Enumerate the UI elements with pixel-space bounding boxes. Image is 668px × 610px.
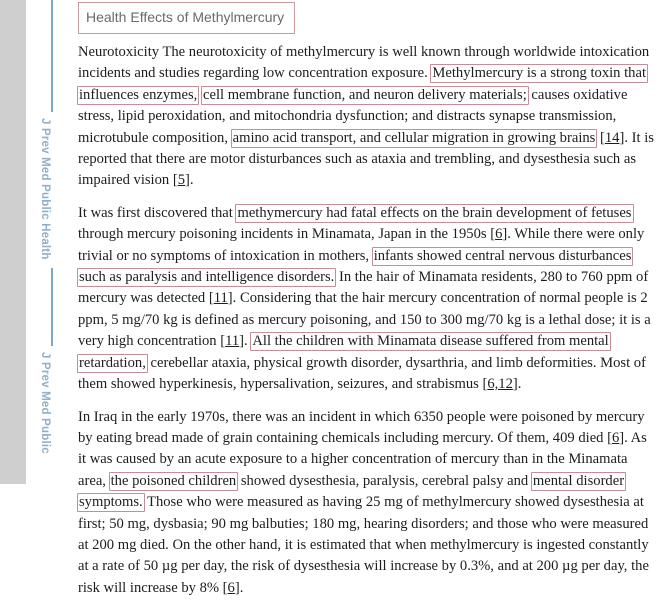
citation-reference[interactable]: 11 [225,333,240,350]
citation-reference[interactable]: 14 [604,129,620,146]
paragraph-1: Neurotoxicity The neurotoxicity of methylmercury is well known through worldwide intoxication incidents and studies regarding low concentration exposure. Methylmercury is a strong toxin that influences enzymes, cell membrane function, and neuron delivery materials; causes oxidative stress, lipid peroxidation, and mitochondria dysfunction; and distracts synapse transmission, microtubule composition, amino acid transport, and cellular migration in growing brains [14]. It is reported that there are motor disturbances such as ataxia and trembling, and dysesthesia such as impaired vision [5]. [78,44,654,189]
spine-rule-top [51,0,53,112]
paragraph-2: It was first discovered that methymercury had fatal effects on the brain development of fetuses through mercury poisoning incidents in Minamata, Japan in the 1950s [6]. While there were only trivial or no symptoms of intoxication in mothers, infants showed central nervous disturbances such as paralysis and intelligence disorders. In the hair of Minamata residents, 280 to 760 ppm of mercury was detected [11]. Considering that the hair mercury concentration of normal people is 2 ppm, 5 mg/70 kg is defined as mercury poisoning, and 150 to 300 mg/70 kg is a lethal dose; it is a very high concentration [11]. All the children with Minamata disease suffered from mental retardation, cerebellar ataxia, physical growth disorder, dysarthria, and limb deformities. Most of them showed hyperkinesis, hypersalivation, seizures, and strabismus [6,12]. [78,204,651,393]
citation-reference[interactable]: 5 [177,172,186,189]
highlight-annotation: infants showed central nervous disturbances such as paralysis and intelligence disorders. [79,247,632,286]
citation-reference[interactable]: 11 [213,290,228,307]
highlight-annotation: the poisoned children [110,472,237,489]
highlight-annotation: Methylmercury is a strong toxin that influences enzymes, [79,65,647,103]
citation-reference[interactable]: 6 [611,429,620,446]
spine-label-bottom: J Prev Med Public [39,352,51,454]
highlight-annotation: cell membrane function, and neuron delivery materials; [202,86,527,103]
highlight-annotation: amino acid transport, and cellular migration in growing brains [232,129,596,146]
highlight-annotation: methymercury had fatal effects on the brain development of fetuses [237,204,632,221]
citation-reference[interactable]: 6 [495,226,503,243]
section-heading: Health Effects of Methylmercury [86,9,285,25]
paragraph-3: In Iraq in the early 1970s, there was an incident in which 6350 people were poisoned by mercury by eating bread made of grain containing chemicals including mercury. Of them, 409 died [6]. As it was caused by an acute exposure to a higher concentration of mercury than in the Minamata area, the poisoned children showed dysesthesia, paralysis, cerebral palsy and mental disorder symptoms. Those who were measured as having 25 mg of methylmercury showed dysesthesia at first; 50 mg, dysbasia; 90 mg balbuties; 180 mg, hearing disorders; and those who were measured at 200 mg died. On the other hand, it is estimated that when methylmercury is ingested constantly at a rate of 50 µg per day, the risk of dysesthesia will increase by 0.3%, and at 200 µg per day, the risk will increase by 8% [6]. [78,408,649,596]
highlight-annotation: mental disorder symptoms. [79,472,625,511]
left-gray-gutter [0,0,26,484]
citation-reference[interactable]: 6,12 [487,376,513,393]
citation-reference[interactable]: 6 [227,579,235,596]
spine-rule-bottom [51,268,53,346]
spine-label-top: J Prev Med Public Health [39,118,51,260]
highlight-annotation: All the children with Minamata disease suffered from mental retardation, [79,333,609,371]
document-page [78,0,668,596]
journal-spine [40,0,64,484]
document-body [78,42,656,610]
